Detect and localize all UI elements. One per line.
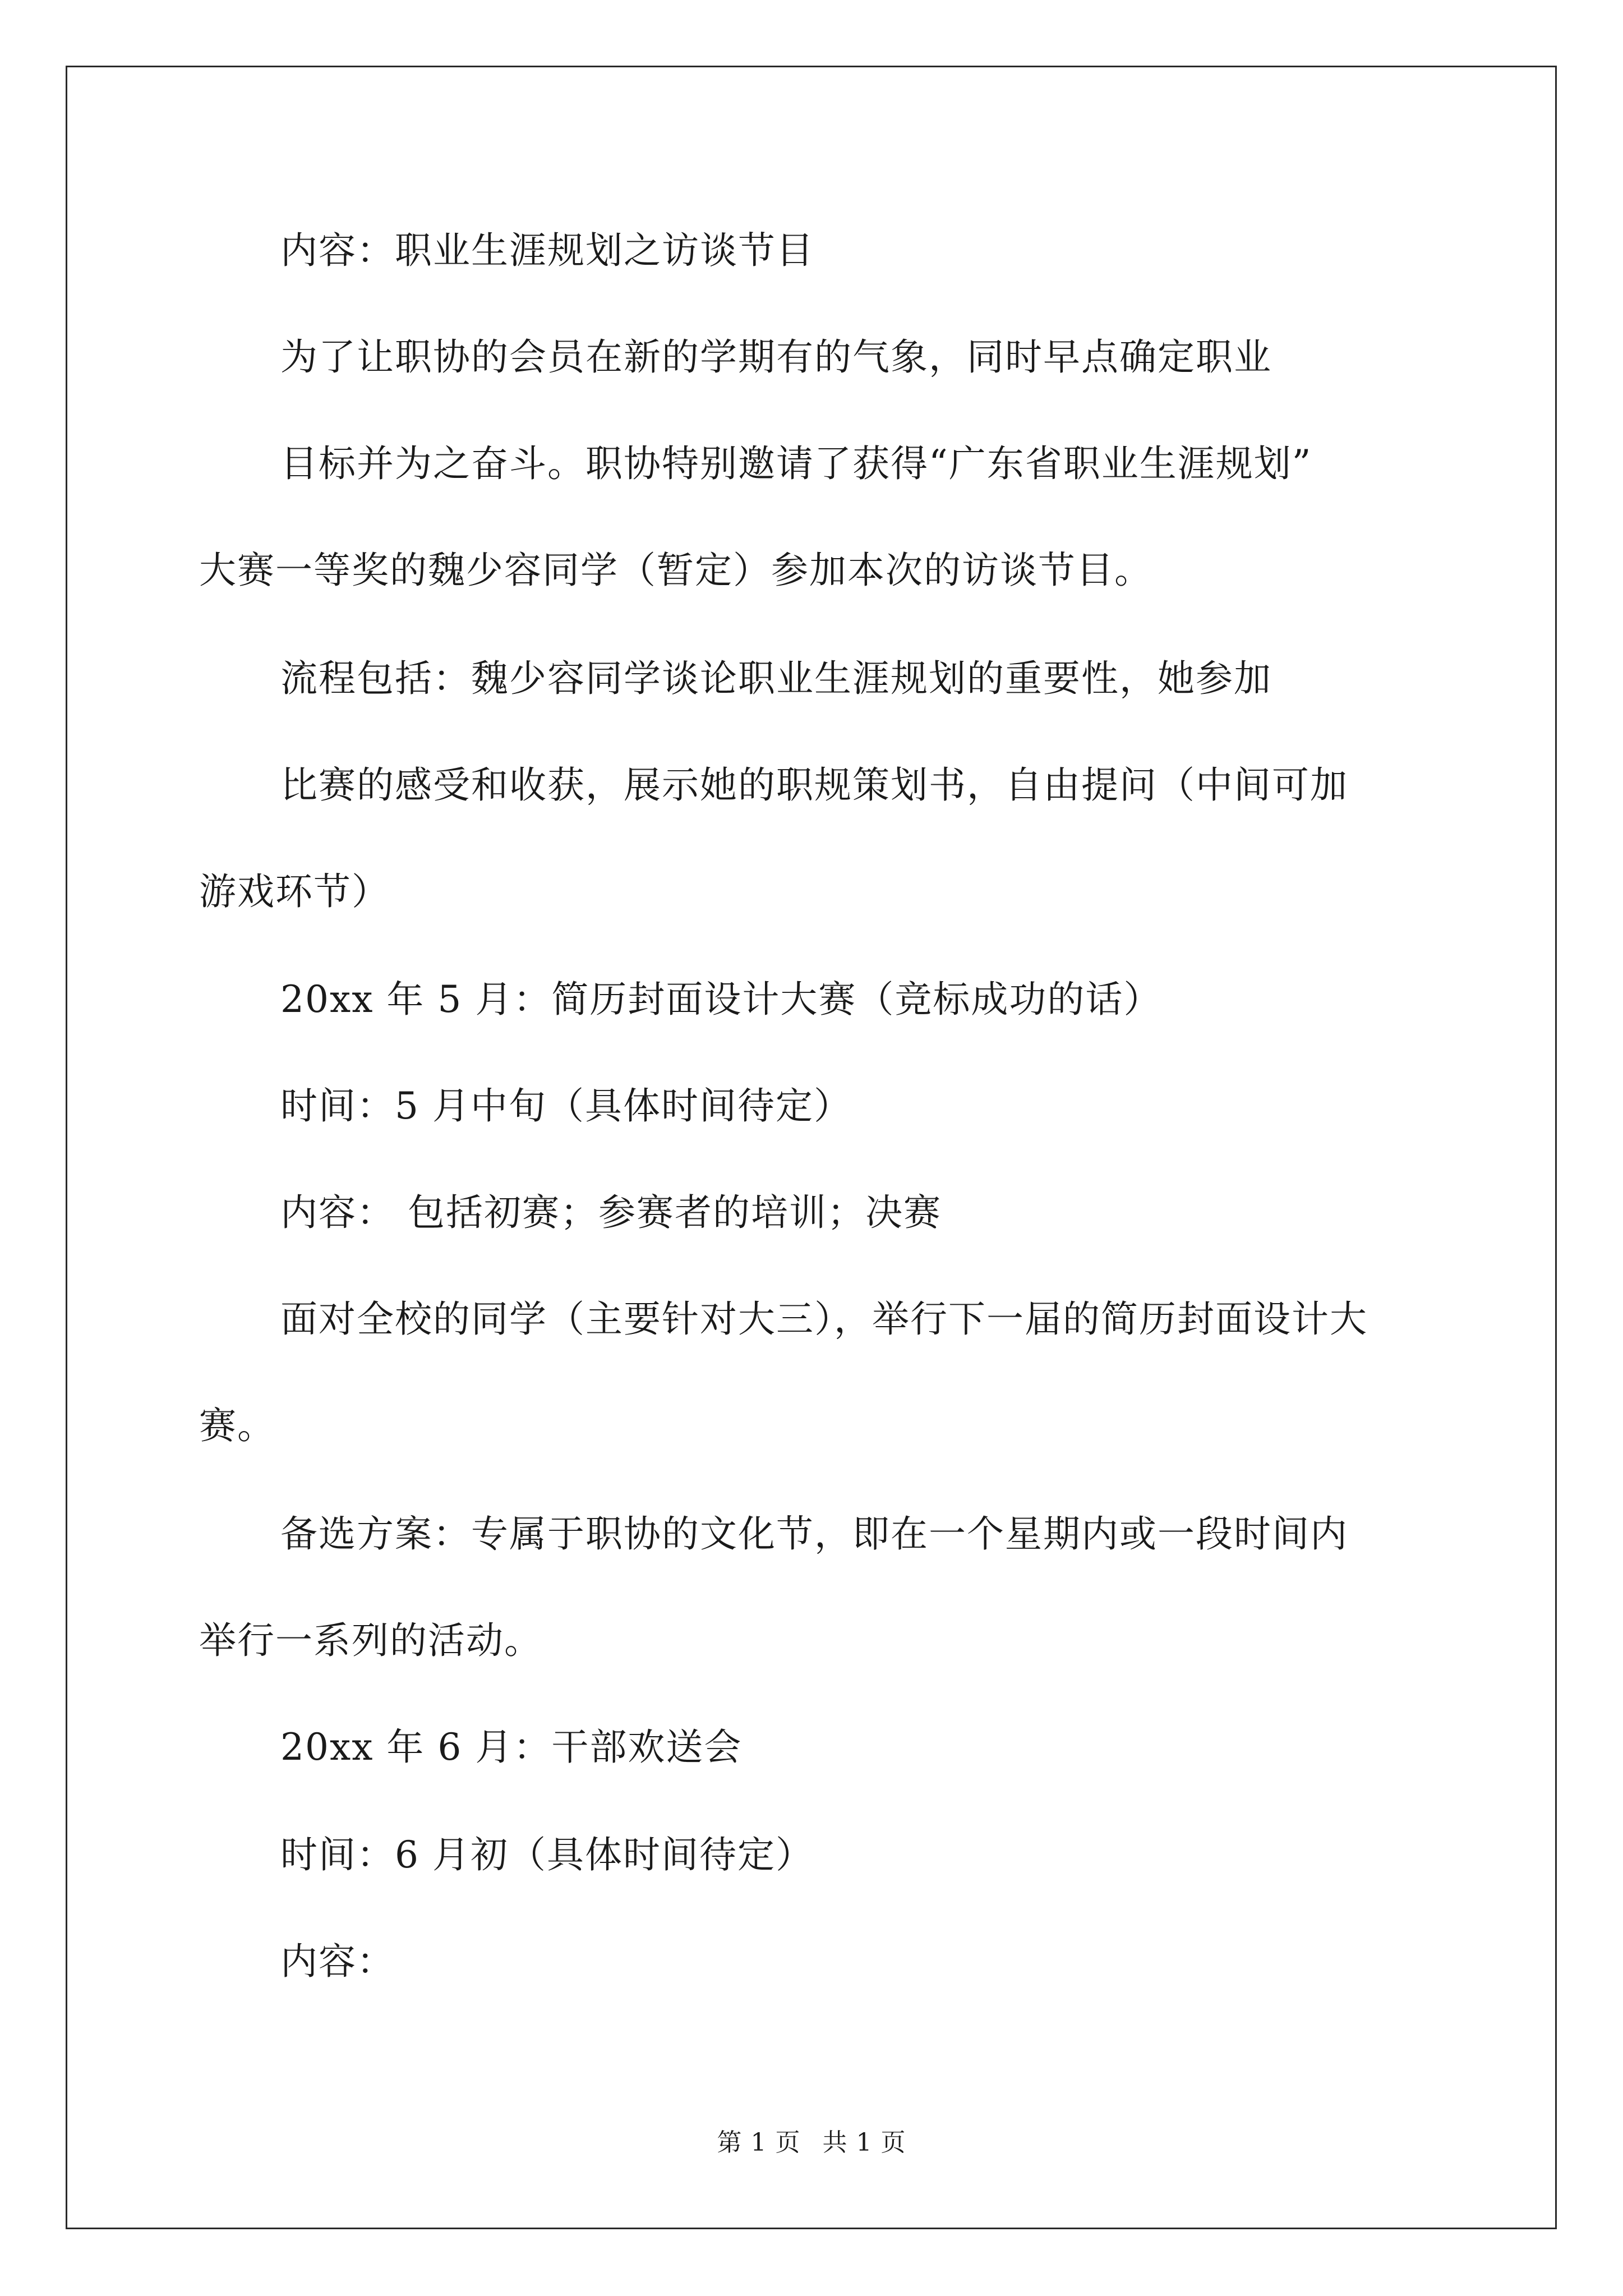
section-heading-line: 20xx 年 5 月：简历封面设计大赛（竞标成功的话）: [280, 978, 1162, 1021]
page-footer: [0, 2126, 1623, 2160]
page-total: 共 1 页: [822, 2128, 906, 2157]
paragraph-line: 内容： 包括初赛；参赛者的培训；决赛: [280, 1191, 942, 1234]
paragraph-line: 目标并为之奋斗。职协特别邀请了获得“广东省职业生涯规划”: [280, 442, 1312, 485]
content-heading-line: 内容：职业生涯规划之访谈节目: [280, 229, 814, 272]
paragraph-line: 游戏环节）: [199, 870, 390, 913]
paragraph-line: 时间：5 月中旬（具体时间待定）: [280, 1084, 852, 1128]
paragraph-line: 大赛一等奖的魏少容同学（暂定）参加本次的访谈节目。: [199, 549, 1152, 592]
paragraph-line: 内容：: [280, 1940, 395, 1983]
paragraph-line: 备选方案：专属于职协的文化节，即在一个星期内或一段时间内: [280, 1512, 1348, 1556]
page-number: 第 1 页: [717, 2128, 801, 2157]
paragraph-line: 赛。: [199, 1404, 275, 1447]
paragraph-line: 流程包括：魏少容同学谈论职业生涯规划的重要性，她参加: [280, 657, 1272, 700]
paragraph-line: 面对全校的同学（主要针对大三），举行下一届的简历封面设计大: [280, 1297, 1368, 1341]
section-heading-line: 20xx 年 6 月：干部欢送会: [280, 1726, 743, 1769]
paragraph-line: 比赛的感受和收获，展示她的职规策划书，自由提问（中间可加: [280, 763, 1348, 807]
paragraph-line: 为了让职协的会员在新的学期有的气象，同时早点确定职业: [280, 335, 1272, 379]
paragraph-line: 举行一系列的活动。: [199, 1619, 542, 1662]
paragraph-line: 时间：6 月初（具体时间待定）: [280, 1833, 814, 1876]
